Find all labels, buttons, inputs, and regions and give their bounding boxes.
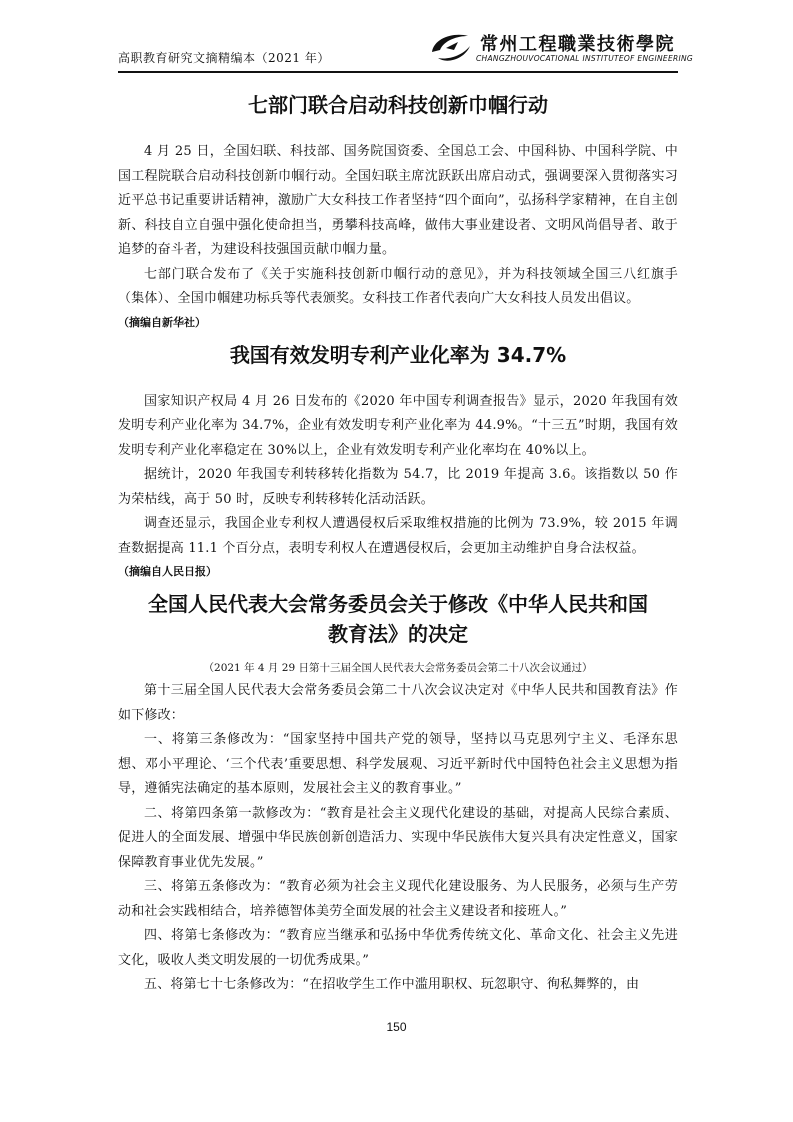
article-title: 我国有效发明专利产业化率为 34.7% xyxy=(229,342,567,367)
page-content xyxy=(118,84,678,998)
header-divider xyxy=(118,71,678,73)
paragraph: 4 月 25 日，全国妇联、科技部、国务院国资委、全国总工会、中国科协、中国科学院、中国工程院联合启动科技创新巾帼行动。全国妇联主席沈跃跃出席启动式，强调要深入贯彻落实习近平总书记重要讲话精神，激励广大女科技工作者坚持“四个面向”，弘扬科学家精神，在自主创新、科技自立自强中强化使命担当，勇攀科技高峰，做伟大事业建设者、文明风尚倡导者、敢于追梦的奋斗者，为建设科技强国贡献巾帼力量。 xyxy=(118,144,678,257)
paragraph: 一、将第三条修改为：“国家坚持中国共产党的领导，坚持以马克思列宁主义、毛泽东思想、邓小平理论、‘三个代表’重要思想、科学发展观、习近平新时代中国特色社会主义思想为指导，遵循宪法确定的基本原则，发展社会主义的教育事业。” xyxy=(118,732,678,796)
article-2 xyxy=(118,340,678,582)
paragraph: 七部门联合发布了《关于实施科技创新巾帼行动的意见》，并为科技领域全国三八红旗手（集体）、全国巾帼建功标兵等代表颁奖。女科技工作者代表向广大女科技人员发出倡议。 xyxy=(118,266,678,306)
publication-title: 高职教育研究文摘精编本（2021 年） xyxy=(118,51,330,65)
article-3 xyxy=(118,589,678,998)
article-title xyxy=(118,589,678,649)
paragraph: 第十三届全国人民代表大会常务委员会第二十八次会议决定对《中华人民共和国教育法》作如下修改： xyxy=(118,683,678,723)
page-number: 150 xyxy=(386,1020,407,1034)
article-title: 七部门联合启动科技创新巾帼行动 xyxy=(248,93,548,117)
paragraph: 调查还显示，我国企业专利权人遭遇侵权后采取维权措施的比例为 73.9%，较 2015 年调查数据提高 11.1 个百分点，表明专利权人在遭遇侵权后，会更加主动维护自身合法权益。 xyxy=(118,516,678,556)
logo-chinese-name: 常州工程職業技術學院 xyxy=(480,34,675,55)
paragraph: 四、将第七条修改为：“教育应当继承和弘扬中华优秀传统文化、革命文化、社会主义先进文化，吸收人类文明发展的一切优秀成果。” xyxy=(118,928,678,968)
paragraph: 二、将第四条第一款修改为：“教育是社会主义现代化建设的基础，对提高人民综合素质、促进人的全面发展、增强中华民族创新创造活力、实现中华民族伟大复兴具有决定性意义，国家保障教育事业优先发展。” xyxy=(118,805,678,870)
article-1 xyxy=(118,90,678,332)
college-emblem-icon xyxy=(428,30,474,64)
adoption-note: （2021 年 4 月 29 日第十三届全国人民代表大会常务委员会第二十八次会议通过） xyxy=(203,662,593,674)
article-title-line-2: 教育法》的决定 xyxy=(328,622,468,646)
college-logo xyxy=(428,28,694,68)
paragraph: 据统计，2020 年我国专利转移转化指数为 54.7，比 2019 年提高 3.6。该指数以 50 作为荣枯线，高于 50 时，反映专利转移转化活动活跃。 xyxy=(118,467,678,507)
paragraph: 国家知识产权局 4 月 26 日发布的《2020 年中国专利调查报告》显示，2020 年我国有效发明专利产业化率为 34.7%，企业有效发明专利产业化率为 44.9%。“十三五”时期，我国有效发明专利产业化率稳定在 30%以上，企业有效发明专利产业化率均在 40%以上。 xyxy=(118,393,678,458)
paragraph: 五、将第七十七条修改为：“在招收学生工作中滥用职权、玩忽职守、徇私舞弊的，由 xyxy=(144,977,640,992)
article-source: （摘编自新华社） xyxy=(118,315,206,329)
paragraph: 三、将第五条修改为：“教育必须为社会主义现代化建设服务、为人民服务，必须与生产劳动和社会实践相结合，培养德智体美劳全面发展的社会主义建设者和接班人。” xyxy=(118,879,678,919)
page-header xyxy=(118,28,694,70)
logo-english-name: CHANGZHOUVOCATIONAL INSTITUTEOF ENGINEERING xyxy=(476,54,694,63)
article-source: （摘编自人民日报） xyxy=(118,565,217,578)
article-title-line-1: 全国人民代表大会常务委员会关于修改《中华人民共和国 xyxy=(148,592,648,616)
